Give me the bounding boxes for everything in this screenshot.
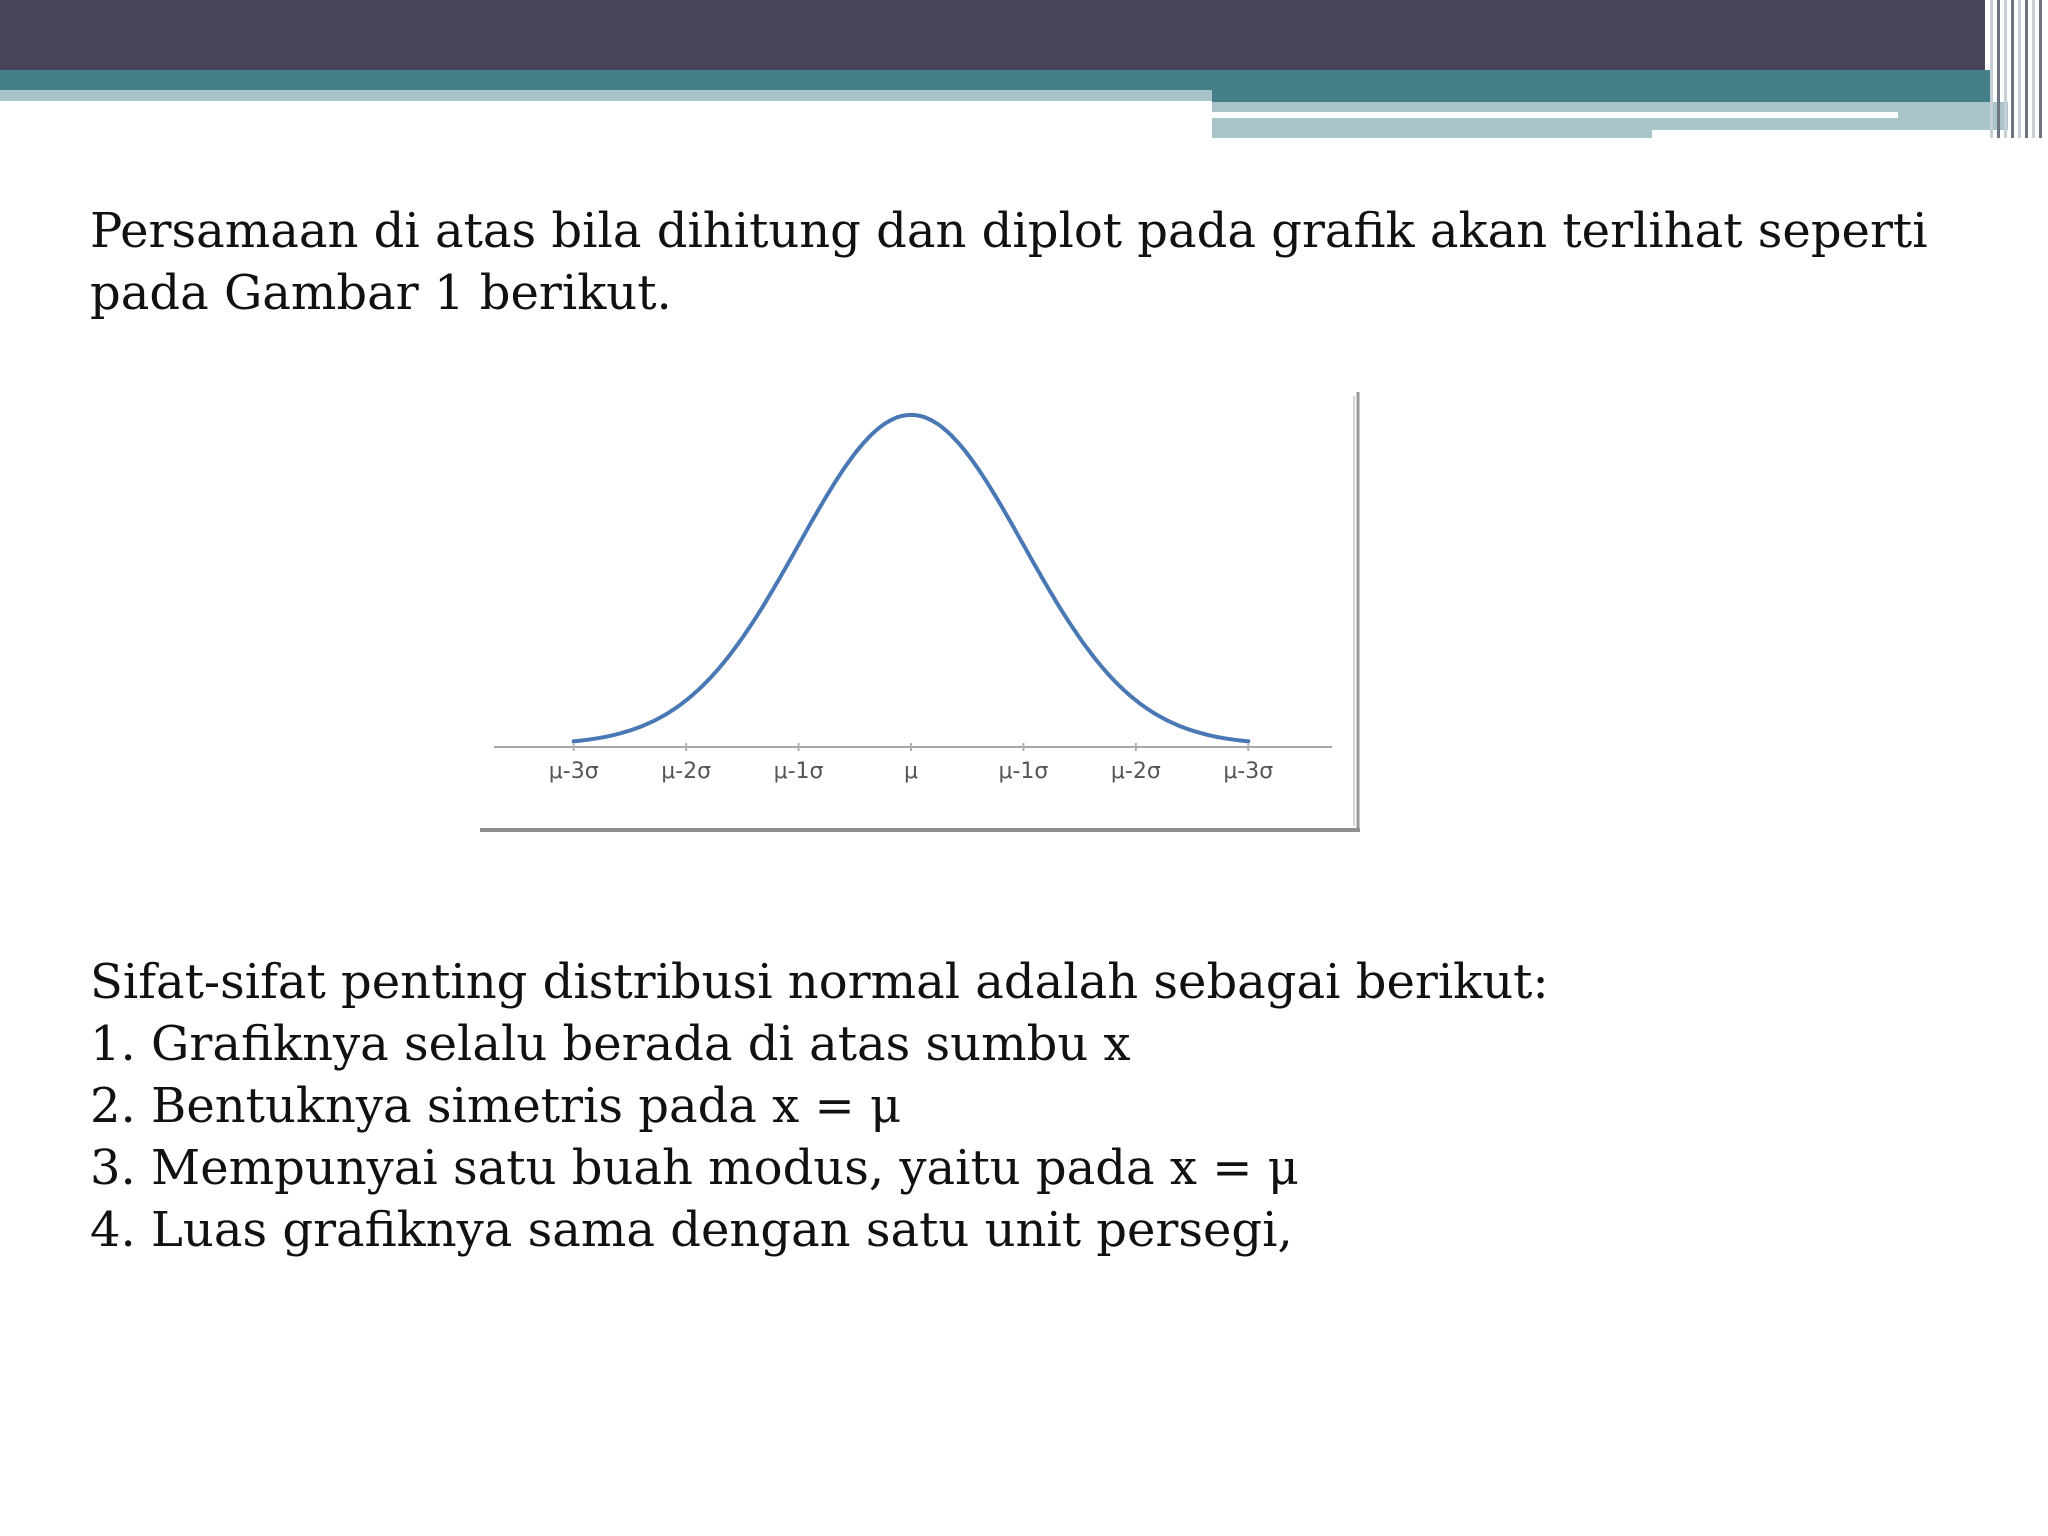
x-tick-label: μ-1σ	[773, 759, 824, 784]
header-vertical-stripe	[1997, 0, 2000, 138]
header-vertical-stripe	[2011, 0, 2014, 138]
properties-heading: Sifat-sifat penting distribusi normal adalah sebagai berikut:	[90, 954, 1549, 1010]
header-vertical-stripe	[1990, 0, 1993, 138]
property-item-4: 4. Luas grafiknya sama dengan satu unit persegi,	[90, 1202, 1293, 1258]
property-item-2: 2. Bentuknya simetris pada x = μ	[90, 1078, 902, 1134]
x-tick-label: μ	[904, 759, 918, 784]
normal-distribution-chart	[480, 392, 1362, 834]
intro-line-1: Persamaan di atas bila dihitung dan diplot pada grafik akan terlihat seperti	[90, 203, 1928, 259]
header-vertical-stripe	[2039, 0, 2042, 138]
header-band-teal	[0, 70, 1990, 90]
x-tick-label: μ-2σ	[1110, 759, 1161, 784]
x-tick-label: μ-3σ	[548, 759, 599, 784]
normal-distribution-figure	[480, 392, 1362, 834]
x-tick-label: μ-1σ	[998, 759, 1049, 784]
header-vertical-stripe	[2032, 0, 2035, 138]
header-vertical-stripe	[2025, 0, 2028, 138]
header-band-dark	[0, 0, 1985, 70]
properties-section	[90, 951, 1549, 1261]
header-band-light-left	[0, 90, 1212, 101]
header-vertical-stripe	[2018, 0, 2021, 138]
intro-paragraph	[90, 200, 1928, 324]
header-white-stripe	[1212, 112, 1898, 118]
header-vertical-stripe	[2004, 0, 2007, 138]
density-curve	[574, 415, 1249, 741]
property-item-3: 3. Mempunyai satu buah modus, yaitu pada x = μ	[90, 1140, 1299, 1196]
header-white-stripe-lower	[1652, 130, 2012, 138]
intro-line-2: pada Gambar 1 berikut.	[90, 265, 672, 321]
x-tick-label: μ-3σ	[1223, 759, 1274, 784]
property-item-1: 1. Grafiknya selalu berada di atas sumbu x	[90, 1016, 1131, 1072]
x-tick-label: μ-2σ	[661, 759, 712, 784]
header-band-teal-extension	[1212, 90, 1992, 102]
